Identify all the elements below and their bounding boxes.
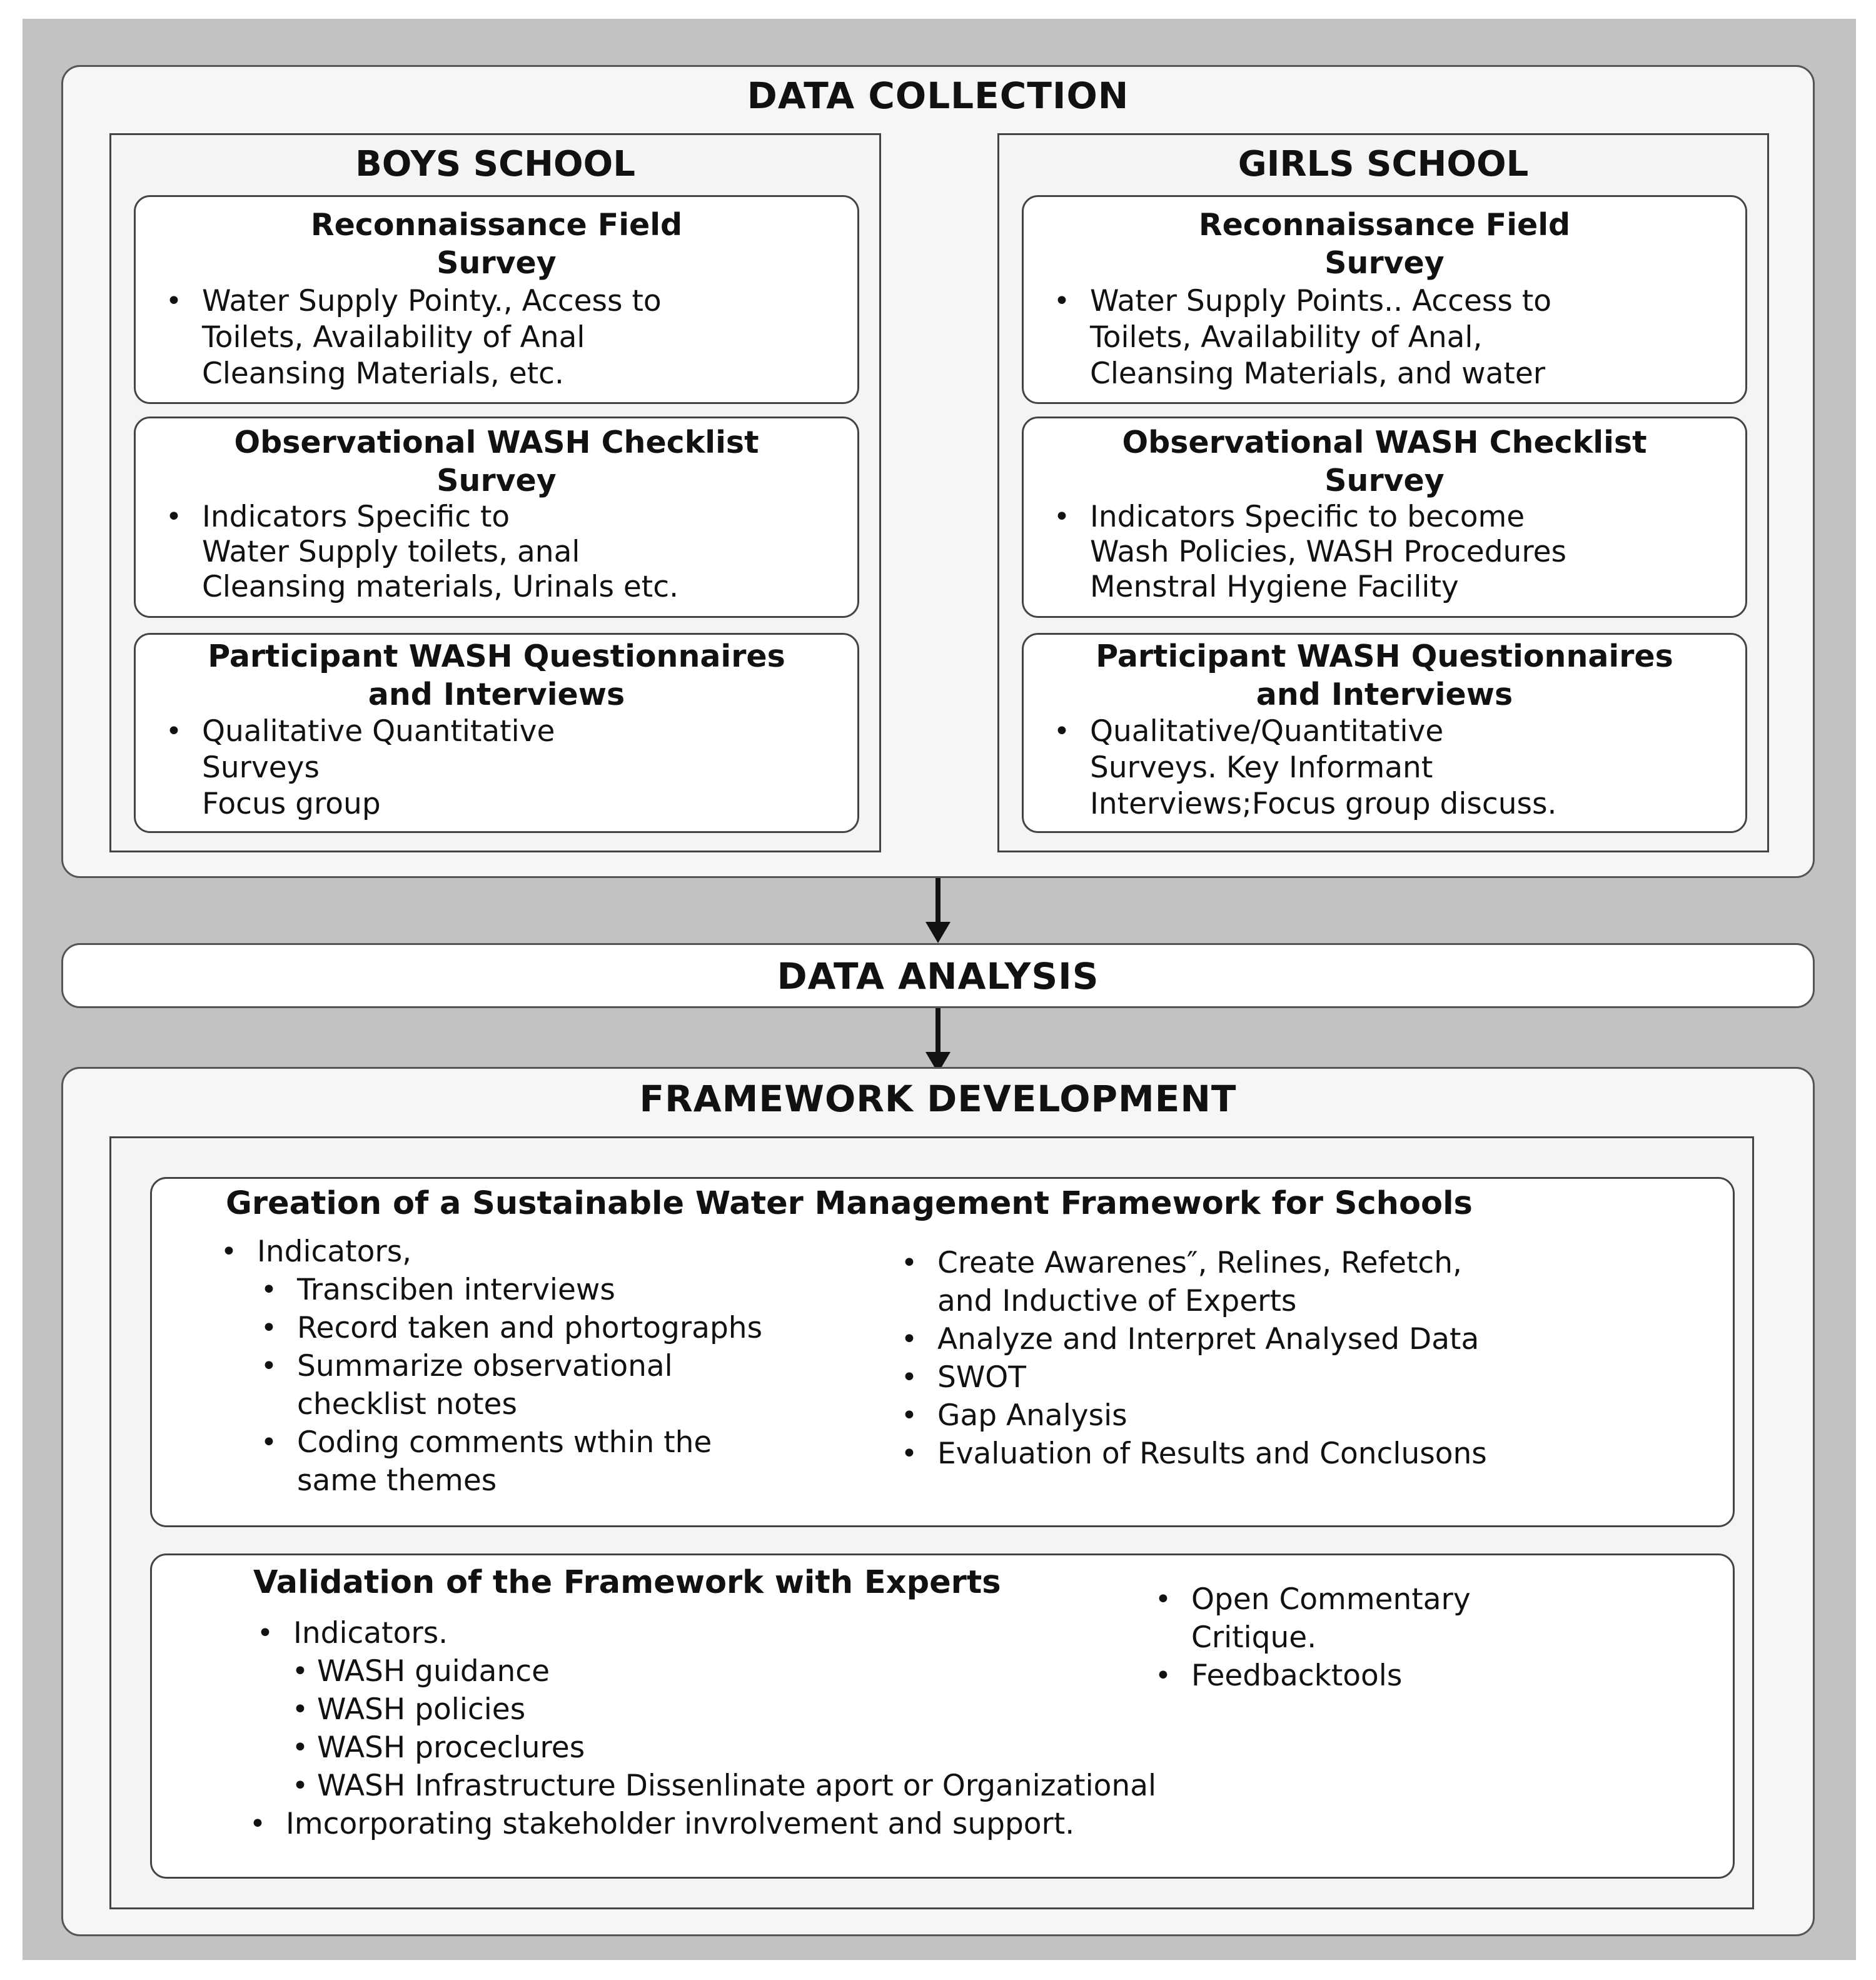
bullet-icon: • [250,1808,266,1840]
bullet-icon: • [901,1361,917,1393]
boys-questionnaire-line1: Qualitative Quantitative [202,714,555,749]
framework-validation-card [150,1553,1735,1879]
boys-recon-title-line2: Survey [436,245,557,281]
boys-school-title: BOYS SCHOOL [355,144,635,184]
boys-questionnaire-title-line1: Participant WASH Questionnaires [208,639,785,674]
bullet-icon: • [901,1323,917,1355]
bullet-icon: • [1054,501,1070,533]
bullet-icon: • [1155,1583,1171,1615]
boys-recon-line3: Cleansing Materials, etc. [202,356,564,391]
bullet-icon: • [261,1427,277,1458]
framework-validation-title: Validation of the Framework with Experts [253,1564,1001,1601]
bullet-icon: • [901,1400,917,1432]
creation-right-list [901,1244,1714,1473]
girls-questionnaire-title-line1: Participant WASH Questionnaires [1096,639,1673,674]
framework-development-panel [61,1067,1815,1936]
validation-sub2: WASH policies [317,1692,526,1727]
boys-recon-line1: Water Supply Pointy., Access to [202,284,662,318]
creation-left-sub3-l2: checklist notes [297,1387,517,1422]
framework-development-title: FRAMEWORK DEVELOPMENT [639,1078,1237,1120]
creation-right3: SWOT [937,1360,1027,1395]
bullet-icon: • [292,1694,308,1725]
bullet-icon: • [1054,715,1070,747]
creation-left-sub2: Record taken and phortographs [297,1311,763,1345]
girls-recon-card [1022,195,1747,404]
girls-school-column [997,133,1769,852]
girls-questionnaire-line2: Surveys. Key Informant [1090,750,1433,785]
boys-recon-title-line1: Reconnaissance Field [310,207,683,243]
bullet-icon: • [261,1350,277,1382]
framework-creation-title: Greation of a Sustainable Water Management Framework for Schools [226,1185,1473,1222]
boys-checklist-title-line1: Observational WASH Checklist [234,425,759,460]
girls-recon-body [1024,283,1745,392]
creation-left-sub4-l1: Coding comments wthin the [297,1425,712,1460]
boys-questionnaire-card [134,633,859,833]
girls-checklist-title-line2: Survey [1324,463,1445,498]
bullet-icon: • [166,715,182,747]
data-collection-panel [61,65,1815,878]
girls-questionnaire-title-line2: and Interviews [1256,677,1513,712]
girls-recon-line3: Cleansing Materials, and water [1090,356,1546,391]
validation-bottom: Imcorporating stakeholder invrolvement and support. [286,1807,1075,1841]
boys-questionnaire-title-line2: and Interviews [368,677,625,712]
validation-sub3: WASH proceclures [317,1730,585,1765]
bullet-icon: • [261,1274,277,1306]
boys-checklist-card [134,417,859,618]
validation-sub4: WASH Infrastructure Dissenlinate aport or Organizational [317,1769,1157,1803]
creation-right5: Evaluation of Results and Conclusons [937,1437,1487,1471]
bullet-icon: • [261,1312,277,1344]
boys-checklist-line1: Indicators Specific to [202,500,510,534]
girls-recon-title-line1: Reconnaissance Field [1198,207,1571,243]
bullet-icon: • [221,1236,237,1268]
girls-recon-line2: Toilets, Availability of Anal, [1090,320,1483,355]
bullet-icon: • [1155,1660,1171,1692]
girls-questionnaire-card [1022,633,1747,833]
data-analysis-box [61,943,1815,1008]
creation-left-sub1: Transciben interviews [297,1273,615,1307]
boys-checklist-title-line2: Survey [436,463,557,498]
boys-recon-card [134,195,859,404]
bullet-icon: • [292,1655,308,1687]
creation-right2: Analyze and Interpret Analysed Data [937,1322,1480,1356]
girls-school-title: GIRLS SCHOOL [1238,144,1529,184]
bullet-icon: • [292,1732,308,1764]
girls-checklist-body [1024,500,1745,605]
creation-left-list [221,1233,934,1500]
framework-inner-box [109,1136,1754,1909]
bullet-icon: • [1054,285,1070,317]
validation-right1-l2: Critique. [1191,1620,1317,1655]
framework-creation-card [150,1177,1735,1527]
boys-recon-line2: Toilets, Availability of Anal [202,320,585,355]
boys-questionnaire-line2: Surveys [202,750,320,785]
validation-right-list [1155,1580,1655,1695]
boys-questionnaire-line3: Focus group [202,787,381,821]
boys-school-column [109,133,881,852]
boys-recon-body [136,283,857,392]
creation-right4: Gap Analysis [937,1398,1127,1433]
creation-left-sub3-l1: Summarize observational [297,1349,673,1383]
creation-left-top: Indicators, [257,1235,412,1269]
validation-right1-l1: Open Commentary [1191,1582,1471,1617]
creation-right1-l2: and Inductive of Experts [937,1284,1297,1318]
bullet-icon: • [166,285,182,317]
girls-recon-line1: Water Supply Points.. Access to [1090,284,1552,318]
girls-checklist-card [1022,417,1747,618]
girls-recon-title-line2: Survey [1324,245,1445,281]
boys-checklist-body [136,500,857,605]
bullet-icon: • [257,1617,273,1649]
girls-questionnaire-line3: Interviews;Focus group discuss. [1090,787,1557,821]
girls-checklist-line3: Menstral Hygiene Facility [1090,570,1459,604]
bullet-icon: • [901,1247,917,1279]
bullet-icon: • [166,501,182,533]
girls-checklist-title-line1: Observational WASH Checklist [1122,425,1647,460]
girls-checklist-line1: Indicators Specific to become [1090,500,1525,534]
girls-questionnaire-line1: Qualitative/Quantitative [1090,714,1444,749]
girls-checklist-line2: Wash Policies, WASH Procedures [1090,535,1567,569]
data-analysis-title: DATA ANALYSIS [777,955,1099,998]
creation-left-sub4-l2: same themes [297,1463,497,1498]
bullet-icon: • [292,1770,308,1802]
validation-left-top: Indicators. [293,1616,448,1650]
boys-checklist-line2: Water Supply toilets, anal [202,535,580,569]
data-collection-title: DATA COLLECTION [747,74,1129,117]
girls-questionnaire-body [1024,714,1745,822]
bullet-icon: • [901,1438,917,1470]
boys-questionnaire-body [136,714,857,822]
validation-right2: Feedbacktools [1191,1659,1403,1693]
validation-sub1: WASH guidance [317,1654,550,1689]
boys-checklist-line3: Cleansing materials, Urinals etc. [202,570,679,604]
creation-right1-l1: Create Awarenes″, Relines, Refetch, [937,1246,1463,1280]
